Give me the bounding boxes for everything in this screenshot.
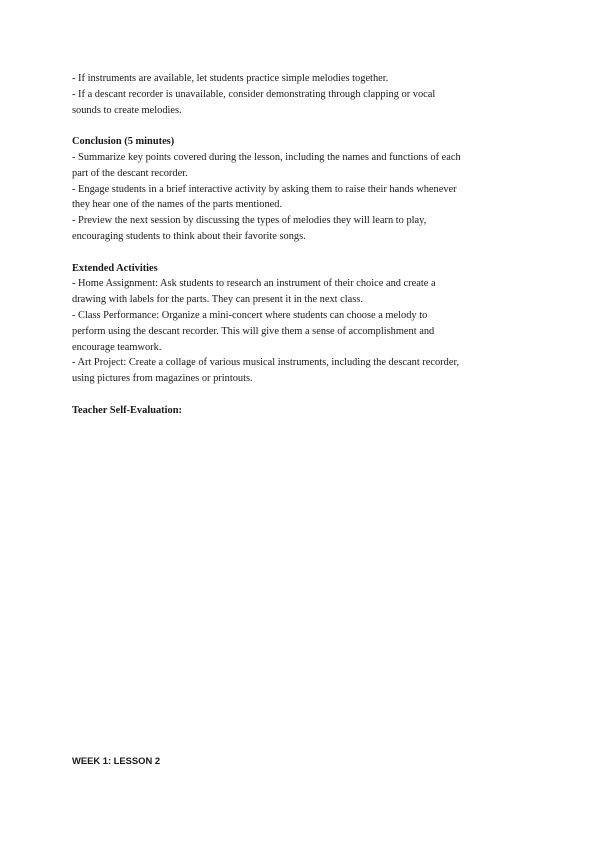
text-line: encouraging students to think about their favorite songs. <box>72 230 306 242</box>
text-line: perform using the descant recorder. This will give them a sense of accomplishment and <box>72 325 435 337</box>
text-line: sounds to create melodies. <box>72 104 182 116</box>
lesson-content <box>72 71 532 419</box>
text-line: part of the descant recorder. <box>72 167 188 179</box>
text-line: using pictures from magazines or printouts. <box>72 373 253 385</box>
intro-section <box>72 71 532 118</box>
text-line: drawing with labels for the parts. They can present it in the next class. <box>72 294 363 306</box>
text-line: - Class Performance: Organize a mini-concert where students can choose a melody to <box>72 309 428 321</box>
page-footer-label: WEEK 1: LESSON 2 <box>72 755 161 766</box>
text-line: - Home Assignment: Ask students to research an instrument of their choice and create a <box>72 278 436 290</box>
text-line: - Summarize key points covered during the lesson, including the names and functions of each <box>72 151 461 163</box>
conclusion-section <box>72 134 532 245</box>
self-evaluation-heading: Teacher Self-Evaluation: <box>72 404 182 416</box>
text-line: they hear one of the names of the parts mentioned. <box>72 199 283 211</box>
conclusion-heading: Conclusion (5 minutes) <box>72 136 175 148</box>
text-line: - Art Project: Create a collage of various musical instruments, including the descant recorder, <box>72 357 460 369</box>
self-evaluation-section <box>72 403 532 419</box>
text-line: - If a descant recorder is unavailable, consider demonstrating through clapping or vocal <box>72 88 436 100</box>
extended-activities-section <box>72 261 532 387</box>
text-line: - Engage students in a brief interactive activity by asking them to raise their hands whenever <box>72 183 457 195</box>
text-line: encourage teamwork. <box>72 341 162 353</box>
text-line: - Preview the next session by discussing the types of melodies they will learn to play, <box>72 215 427 227</box>
extended-activities-heading: Extended Activities <box>72 262 158 274</box>
text-line: - If instruments are available, let students practice simple melodies together. <box>72 73 389 84</box>
